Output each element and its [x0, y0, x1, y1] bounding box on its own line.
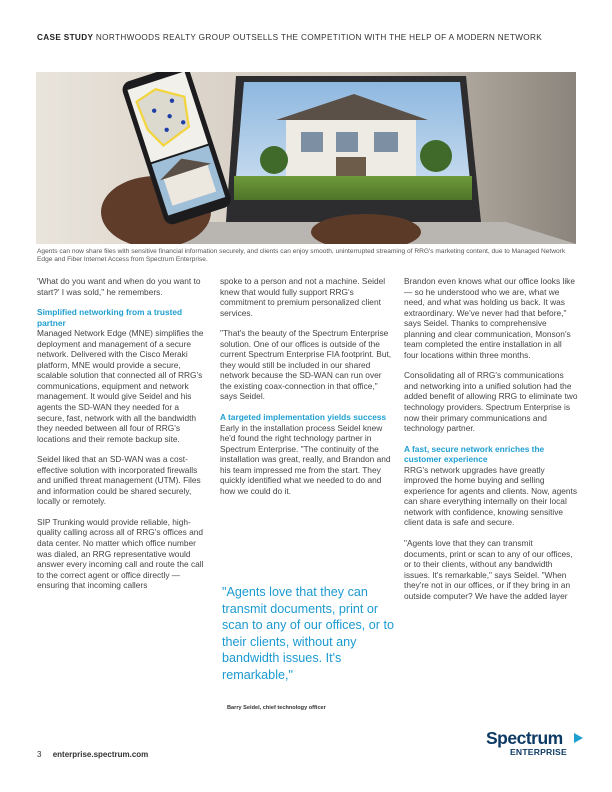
paragraph: SIP Trunking would provide reliable, high-quality calling across all of RRG's offices and data center. No matter which office number was dialed, an RRG representative would answer every incoming call and route the call to the correct agent or office directly — ensuring that incoming callers [37, 516, 204, 591]
page-header [37, 33, 582, 42]
paragraph: Consolidating all of RRG's communications and networking into a unified solution had the added benefit of allowing RRG to eliminate two technology providers. Spectrum Enterprise is now their primary communications and technology partner. [404, 370, 578, 434]
pull-quote: "Agents love that they can transmit documents, print or scan to any of our offices, or to their clients, without any bandwidth issues. It's remarkable," [222, 585, 394, 682]
paragraph: "Agents love that they can transmit documents, print or scan to any of our offices, or to their clients, without any bandwidth issues. It's remarkable," says Seidel. "When they're not in our offices, or if they bring in an outside computer? We have the added layer [404, 538, 573, 601]
column-left [37, 276, 207, 601]
paragraph: 'What do you want and when do you want to start?' I was sold," he remembers. [37, 276, 201, 297]
paragraph: RRG's network upgrades have greatly improved the home buying and selling experience for agents and clients. Now, agents can share everything internally on their local network with confidence, knowing sensitive client data is safe and secure. [404, 464, 578, 528]
photo-caption: Agents can now share files with sensitive financial information securely, and clients can enjoy smooth, uninterrupted streaming of RRG's marketing content, due to Managed Network Edge and Fiber Internet Access from Spectrum Enterprise. [37, 248, 566, 264]
paragraph: "That's the beauty of the Spectrum Enterprise solution. One of our offices is outside of the current Spectrum Enterprise FIA footprint. But, they would still be included in our shared network because the SD-WAN can run over the existing coax-connection in that office," says Seidel. [220, 328, 392, 402]
page-number: 3 [37, 750, 42, 759]
footer-url[interactable]: enterprise.spectrum.com [52, 750, 149, 759]
header-title: NORTHWOODS REALTY GROUP OUTSELLS THE COMPETITION WITH THE HELP OF A MODERN NETWORK [95, 33, 543, 42]
column-right [404, 276, 578, 611]
paragraph: Early in the installation process Seidel knew he'd found the right technology partner in Spectrum Enterprise. "The continuity of the installation was great, really, and Brandon and his team impressed me from the start. They quickly identified what we needed to do and how we could do it. [220, 422, 391, 496]
header-label: CASE STUDY [37, 33, 94, 42]
paragraph: Seidel liked that an SD-WAN was a cost-effective solution with incorporated firewalls and unified threat management (UTM). Files and information could be shared securely, locally or remotely. [37, 454, 201, 507]
logo-brand: Spectrum [486, 728, 563, 748]
page-footer [37, 750, 148, 759]
section-heading: A fast, secure network enriches the customer experience [404, 443, 545, 465]
column-middle [220, 276, 392, 506]
laptop-phone-house-illustration [36, 72, 576, 244]
section-heading: Simplified networking from a trusted partner [37, 307, 183, 328]
spectrum-enterprise-logo [486, 728, 586, 764]
paragraph: Brandon even knows what our office looks like — so he understood who we are, what we need, and what was holding us back. It was extraordinary. We've never had that before," says Seidel. Thanks to comprehensive planning and clear communication, Monson's team completed the entire installation in all four locations within three months. [404, 276, 575, 360]
paragraph: spoke to a person and not a machine. Seidel knew that would fully support RRG's commitment to premium personalized client services. [220, 276, 386, 318]
paragraph: Managed Network Edge (MNE) simplifies the deployment and management of a secure network. Delivered with the Cisco Meraki platform, MNE would provide a secure, scalable solution that connected all of RRG's communications, equipment and network management. It would give Seidel and his agents the SD-WAN they needed for a secure, fast, network with all the bandwidth they needed between all four of RRG's locations and their remote backup site. [37, 328, 204, 444]
logo-arrow-icon [574, 733, 583, 743]
quote-attribution: Barry Seidel, chief technology officer [227, 705, 326, 711]
section-heading: A targeted implementation yields success [220, 412, 387, 423]
hero-photo [36, 72, 576, 244]
logo-sub: ENTERPRISE [510, 747, 567, 757]
